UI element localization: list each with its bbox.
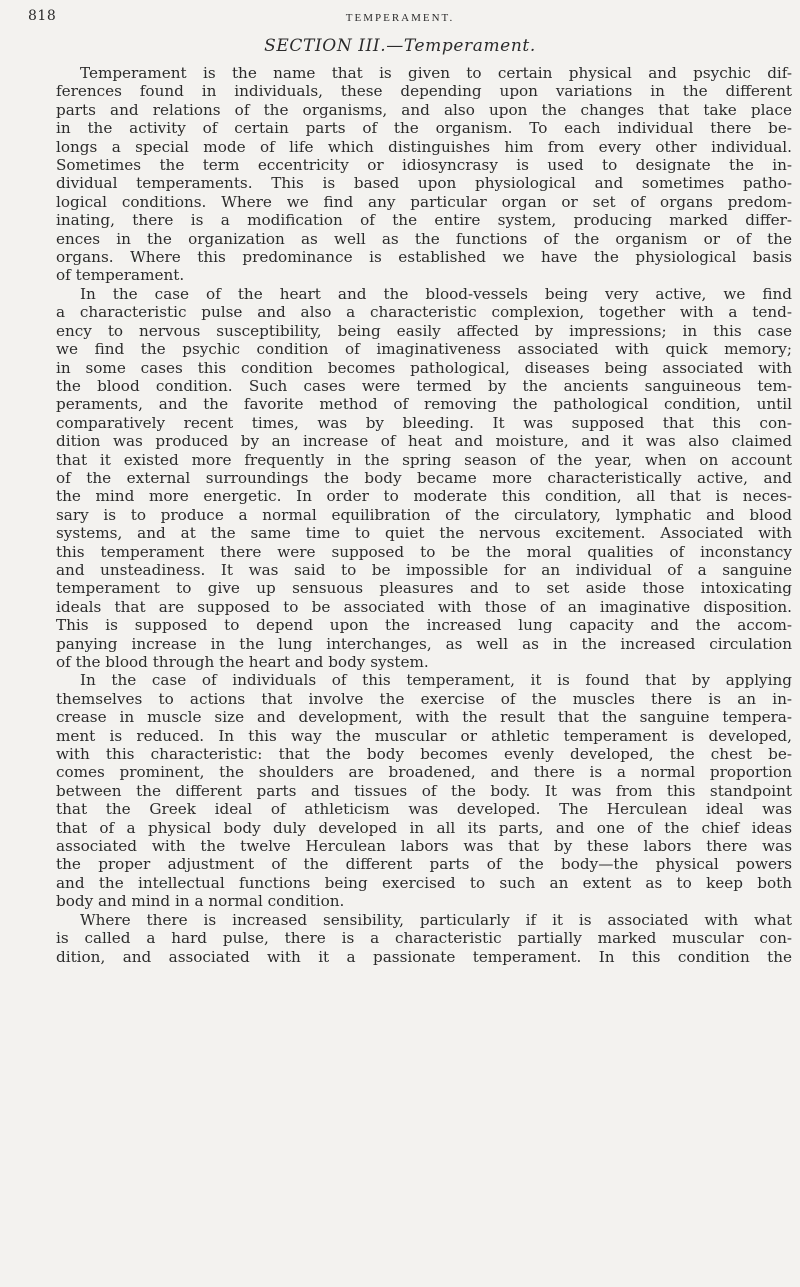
text-line: of the external surroundings the body became more characteristically active, and [56,468,792,487]
text-line: sary is to produce a normal equilibration of the circulatory, lymphatic and blood [56,505,792,524]
text-line: panying increase in the lung interchanges, as well as in the increased circulation [56,634,792,653]
text-line: peraments, and the favorite method of removing the pathological condition, until [56,395,792,414]
text-line: the mind more energetic. In order to moderate this condition, all that is neces- [56,487,792,506]
text-line: the blood condition. Such cases were termed by the ancients sanguineous tem- [56,376,792,395]
text-line: In the case of individuals of this temperament, it is found that by applying [80,671,792,690]
text-line: that it existed more frequently in the spring season of the year, when on account [56,450,792,469]
text-line: This is supposed to depend upon the increased lung capacity and the accom- [56,616,792,635]
text-line: ment is reduced. In this way the muscular or athletic temperament is developed, [56,726,792,745]
text-line: between the different parts and tissues of the body. It was from this standpoint [56,781,792,800]
text-line: we find the psychic condition of imaginativeness associated with quick memory; [56,340,792,359]
text-line: the proper adjustment of the different parts of the body—the physical powers [56,855,792,874]
text-line: parts and relations of the organisms, and also upon the changes that take place [56,100,792,119]
text-line: Sometimes the term eccentricity or idiosyncrasy is used to designate the in- [56,156,792,175]
text-line: dividual temperaments. This is based upon physiological and sometimes patho- [56,174,792,193]
text-line: that the Greek ideal of athleticism was developed. The Herculean ideal was [56,800,792,819]
body-text [56,64,792,966]
section-title: SECTION III.—Temperament. [264,36,536,56]
text-line: crease in muscle size and development, with the result that the sanguine tempera- [56,708,792,727]
text-line: organs. Where this predominance is established we have the physiological basis [56,248,792,267]
text-line: ences in the organization as well as the functions of the organism or of the [56,229,792,248]
text-line: ferences found in individuals, these depending upon variations in the different [56,82,792,101]
text-line: temperament to give up sensuous pleasures and to set aside those intoxicating [56,579,792,598]
text-line: comparatively recent times, was by bleeding. It was supposed that this con- [56,413,792,432]
text-line: In the case of the heart and the blood-vessels being very active, we find [80,284,792,303]
text-line: dition was produced by an increase of heat and moisture, and it was also claimed [56,432,792,451]
text-line: and unsteadiness. It was said to be impossible for an individual of a sanguine [56,560,792,579]
text-line: inating, there is a modification of the entire system, producing marked differ- [56,211,792,230]
text-line: a characteristic pulse and also a characteristic complexion, together with a tend- [56,303,792,322]
text-line: body and mind in a normal condition. [56,892,345,911]
text-line: that of a physical body duly developed in all its parts, and one of the chief ideas [56,818,792,837]
text-line: comes prominent, the shoulders are broadened, and there is a normal proportion [56,763,792,782]
text-line: and the intellectual functions being exercised to such an extent as to keep both [56,873,792,892]
text-line: Where there is increased sensibility, particularly if it is associated with what [80,910,792,929]
text-line: Temperament is the name that is given to certain physical and psychic dif- [80,64,792,82]
text-line: this temperament there were supposed to be the moral qualities of inconstancy [56,542,792,561]
text-line: longs a special mode of life which distinguishes him from every other individual. [56,137,792,156]
text-line: associated with the twelve Herculean labors was that by these labors there was [56,837,792,856]
text-line: in some cases this condition becomes pathological, diseases being associated with [56,358,792,377]
text-line: in the activity of certain parts of the organism. To each individual there be- [56,119,792,138]
text-line: logical conditions. Where we find any particular organ or set of organs predom- [56,192,792,211]
text-line: systems, and at the same time to quiet the nervous excitement. Associated with [56,524,792,543]
page-number: 818 [28,8,57,24]
text-line: is called a hard pulse, there is a characteristic partially marked muscular con- [56,929,792,948]
text-line: ency to nervous susceptibility, being easily affected by impressions; in this case [56,321,792,340]
text-line: themselves to actions that involve the exercise of the muscles there is an in- [56,689,792,708]
text-line: of the blood through the heart and body system. [56,653,429,671]
running-head: TEMPERAMENT. [345,12,455,24]
text-line: of temperament. [56,266,185,285]
text-line: with this characteristic: that the body becomes evenly developed, the chest be- [56,745,792,764]
text-line: dition, and associated with it a passionate temperament. In this condition the [56,947,792,966]
text-line: ideals that are supposed to be associated with those of an imaginative disposition. [56,597,792,616]
